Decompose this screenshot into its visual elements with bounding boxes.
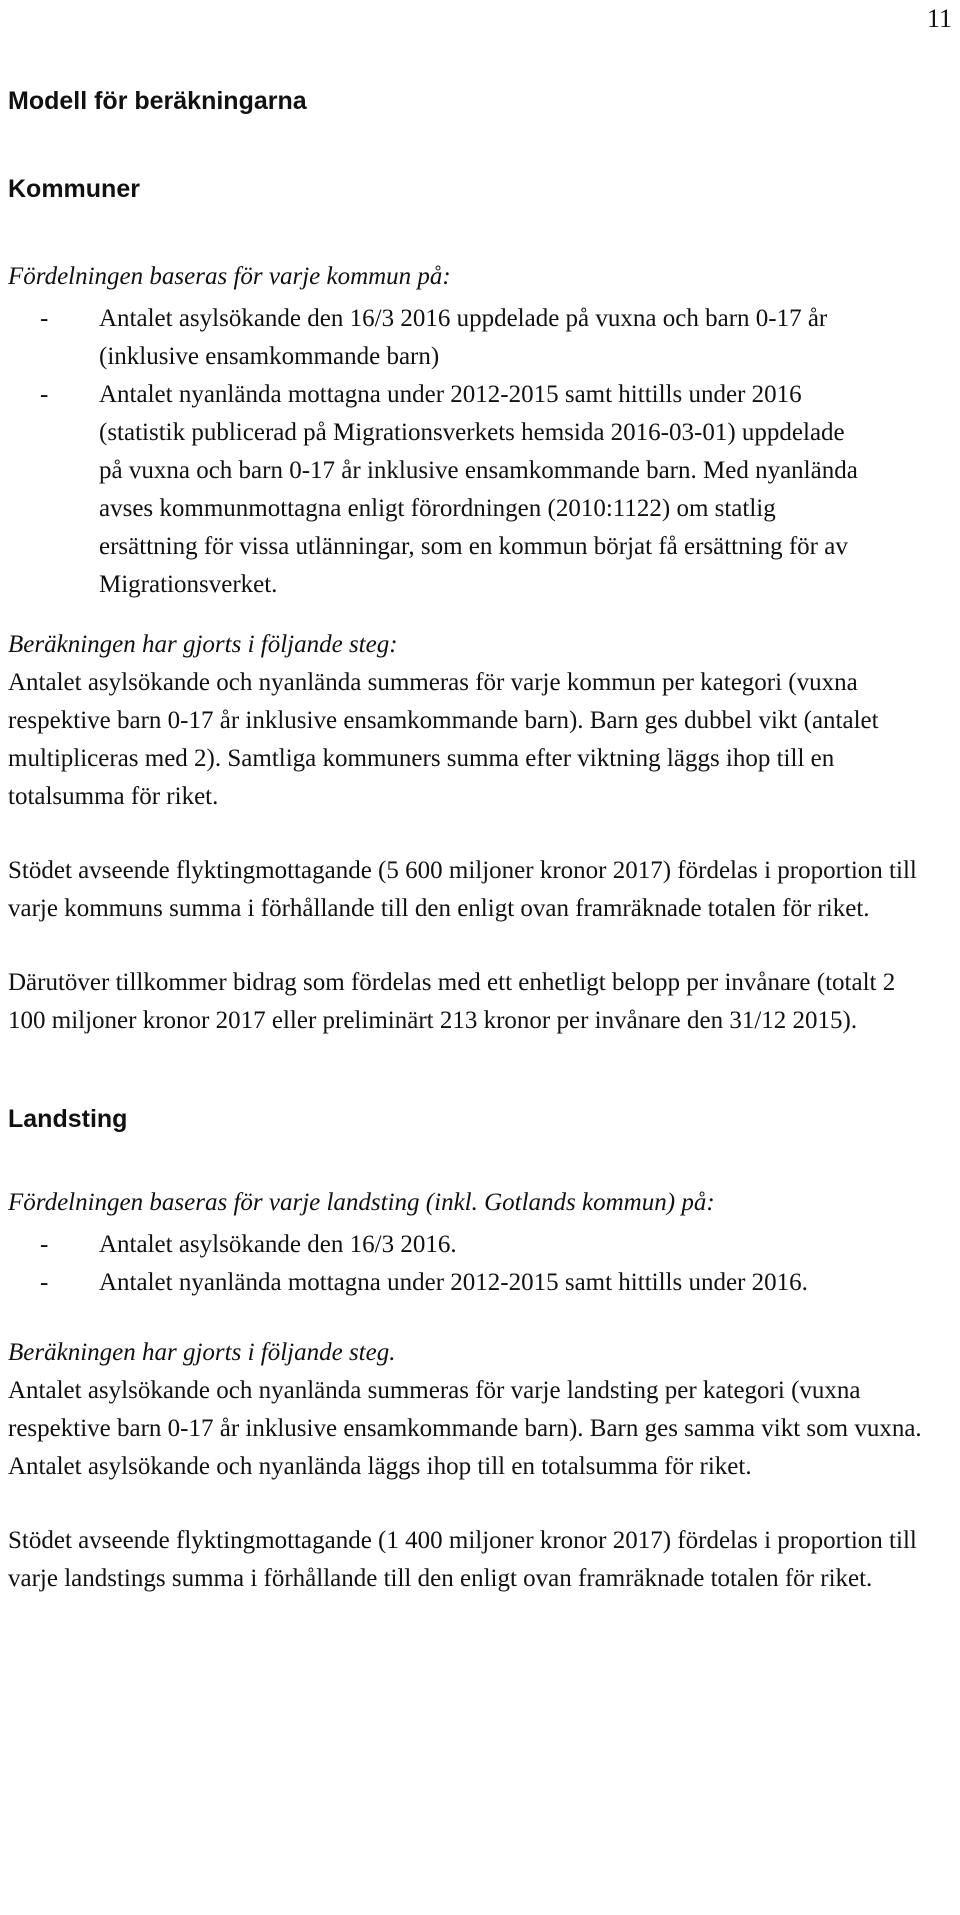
dash-bullet: - bbox=[40, 1231, 49, 1258]
dash-bullet: - bbox=[40, 305, 49, 332]
page-number: 11 bbox=[926, 4, 952, 33]
landsting-steps-text: Antalet asylsökande och nyanlända summeras för varje landsting per kategori (vuxna respektive barn 0-17 år inklusive ensamkommande barn). Barn ges samma vikt som vuxna. Antalet asylsökande och nyanlända läggs ihop till en totalsumma för riket. bbox=[8, 1377, 922, 1480]
kommuner-basis-list bbox=[8, 300, 868, 604]
kommuner-support-text: Stödet avseende flyktingmottagande (5 600 miljoner kronor 2017) fördelas i proportion till varje kommuns summa i förhållande till den enligt ovan framräknade totalen för riket. bbox=[8, 857, 917, 922]
list-item: - Antalet asylsökande den 16/3 2016. bbox=[8, 1226, 868, 1264]
kommuner-extra-text: Därutöver tillkommer bidrag som fördelas med ett enhetligt belopp per invånare (totalt 2 100 miljoner kronor 2017 eller preliminärt 213 kronor per invånare den 31/12 2015). bbox=[8, 969, 896, 1034]
document-body bbox=[8, 0, 938, 1598]
list-item: - Antalet asylsökande den 16/3 2016 uppdelade på vuxna och barn 0-17 år (inklusive ensamkommande barn) bbox=[8, 300, 868, 376]
dash-bullet: - bbox=[40, 381, 49, 408]
landsting-steps-label: Beräkningen har gjorts i följande steg. bbox=[8, 1339, 396, 1366]
section-heading-landsting: Landsting bbox=[8, 1105, 128, 1133]
section-heading-kommuner: Kommuner bbox=[8, 175, 140, 203]
landsting-support-text: Stödet avseende flyktingmottagande (1 400 miljoner kronor 2017) fördelas i proportion till varje landstings summa i förhållande till den enligt ovan framräknade totalen för riket. bbox=[8, 1527, 917, 1592]
landsting-basis-label: Fördelningen baseras för varje landsting (inkl. Gotlands kommun) på: bbox=[8, 1189, 715, 1216]
kommuner-basis-label: Fördelningen baseras för varje kommun på: bbox=[8, 263, 451, 290]
dash-bullet: - bbox=[40, 1269, 49, 1296]
landsting-basis-list bbox=[8, 1226, 868, 1302]
list-item: - Antalet nyanlända mottagna under 2012-2015 samt hittills under 2016. bbox=[8, 1264, 868, 1302]
document-title: Modell för beräkningarna bbox=[8, 87, 307, 115]
kommuner-steps-text: Antalet asylsökande och nyanlända summeras för varje kommun per kategori (vuxna respektive barn 0-17 år inklusive ensamkommande barn). Barn ges dubbel vikt (antalet multipliceras med 2). Samtliga kommuners summa efter viktning läggs ihop till en totalsumma för riket. bbox=[8, 669, 879, 810]
kommuner-steps-label: Beräkningen har gjorts i följande steg: bbox=[8, 631, 398, 658]
list-item: - Antalet nyanlända mottagna under 2012-2015 samt hittills under 2016 (statistik publicerad på Migrationsverkets hemsida 2016-03-01) uppdelade på vuxna och barn 0-17 år inklusive ensamkommande barn. Med nyanlända avses kommunmottagna enligt förordningen (2010:1122) om statlig ersättning för vissa utlänningar, som en kommun börjat få ersättning för av Migrationsverket. bbox=[8, 376, 868, 604]
